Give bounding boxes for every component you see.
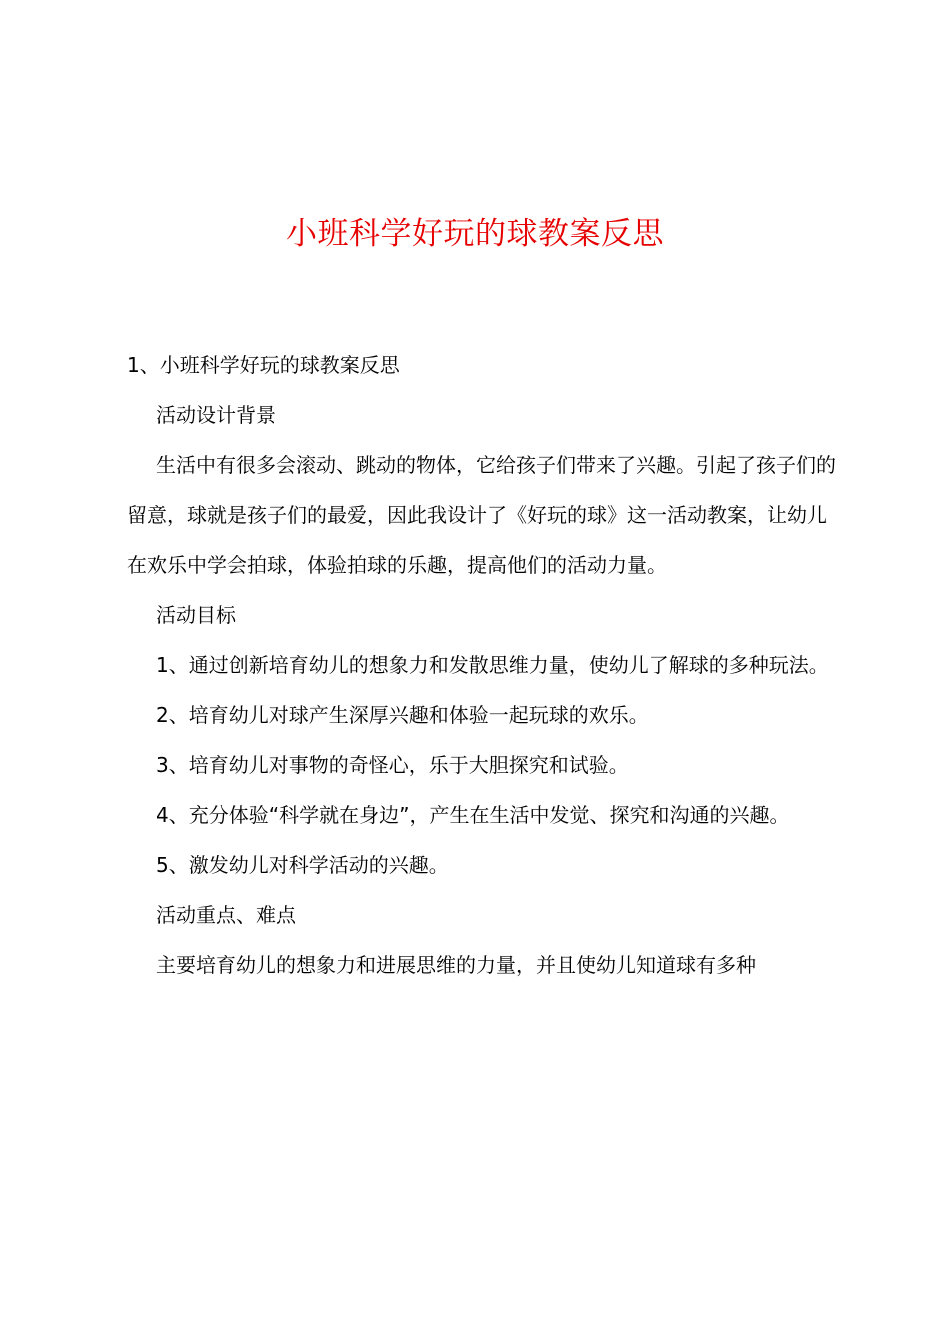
paragraph-background-heading: 活动设计背景 — [156, 403, 276, 427]
paragraph-goal-1: 1、通过创新培育幼儿的想象力和发散思维力量，使幼儿了解球的多种玩法。 — [156, 653, 829, 677]
paragraph-key-points-heading: 活动重点、难点 — [156, 903, 296, 927]
document-body — [127, 340, 837, 990]
paragraph-goals-heading: 活动目标 — [156, 603, 236, 627]
paragraph-goal-2: 2、培育幼儿对球产生深厚兴趣和体验一起玩球的欢乐。 — [156, 703, 649, 727]
paragraph-goal-3: 3、培育幼儿对事物的奇怪心，乐于大胆探究和试验。 — [156, 753, 629, 777]
paragraph-goal-5: 5、激发幼儿对科学活动的兴趣。 — [156, 853, 449, 877]
paragraph-key-points-text: 主要培育幼儿的想象力和进展思维的力量，并且使幼儿知道球有多种 — [156, 953, 756, 977]
document-title: 小班科学好玩的球教案反思 — [286, 216, 664, 252]
paragraph-section-heading: 1、小班科学好玩的球教案反思 — [127, 353, 400, 377]
paragraph-background-text: 生活中有很多会滚动、跳动的物体，它给孩子们带来了兴趣。引起了孩子们的留意，球就是孩子们的最爱，因此我设计了《好玩的球》这一活动教案，让幼儿在欢乐中学会拍球，体验拍球的乐趣，提高他们的活动力量。 — [127, 453, 836, 577]
paragraph-goal-4: 4、充分体验“科学就在身边”，产生在生活中发觉、探究和沟通的兴趣。 — [156, 803, 790, 827]
